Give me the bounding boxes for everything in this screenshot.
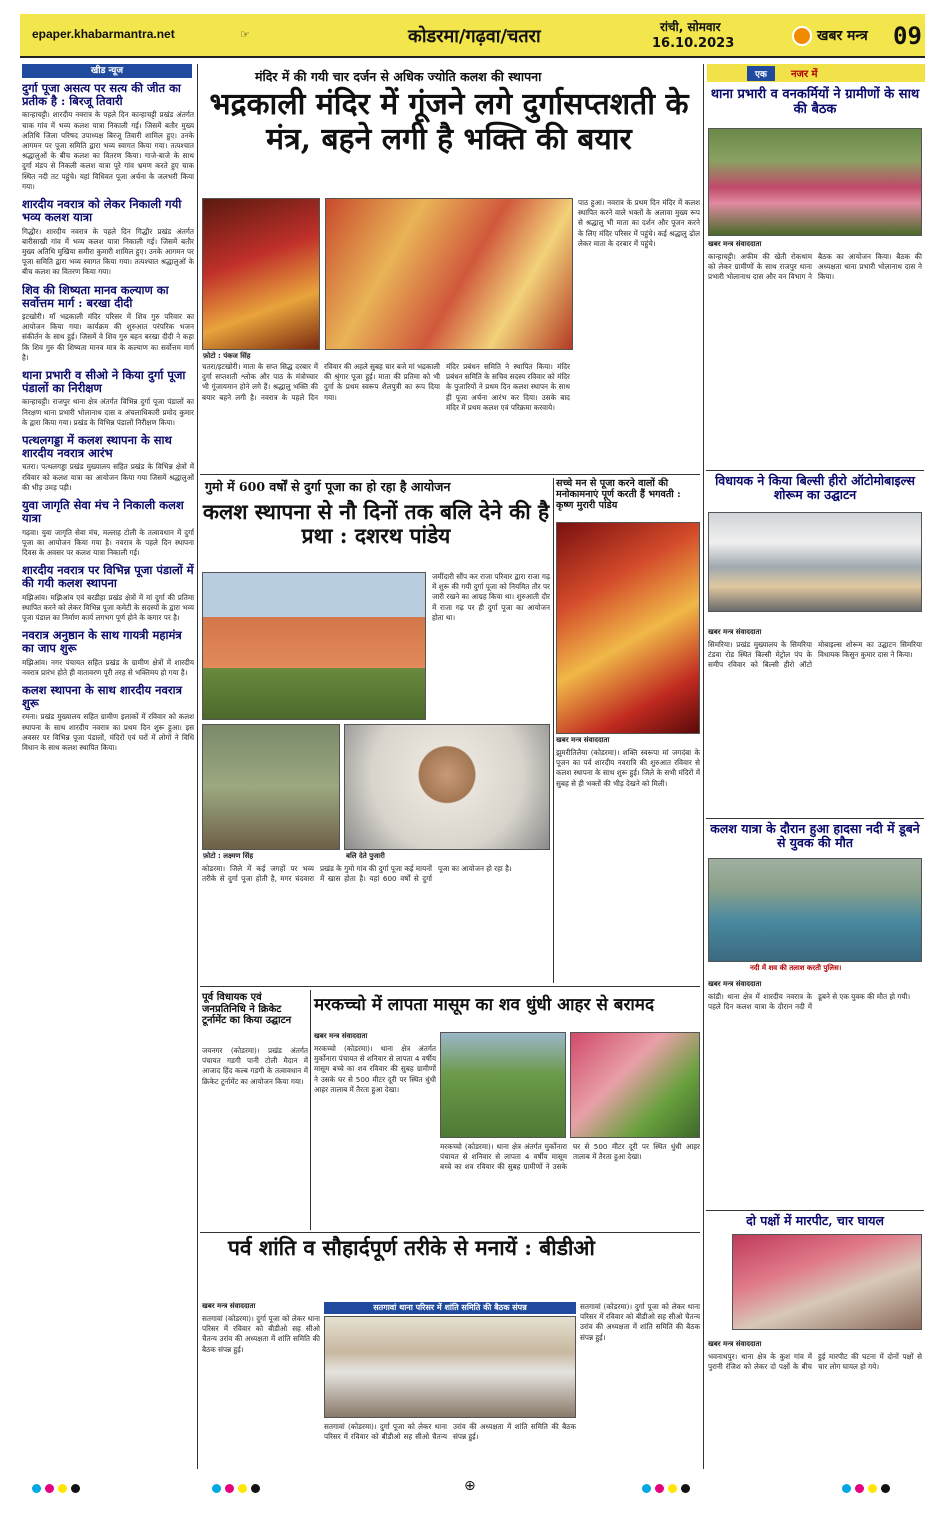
left-news-head: शिव की शिष्यता मानव कल्याण का सर्वोत्तम मार्ग : बरखा दीदी [22,282,169,310]
krishna-kicker: सच्चे मन से पूजा करने वालों की मनोकामनाएं पूर्ण करती हैं भगवती : कृष्ण मुरारी पांडेय [556,478,681,512]
top-story-body-c: पाठ हुआ। नवरात्र के प्रथम दिन मंदिर में कलश स्थापित करने वाले भक्तों के अलावा मुख्य रूप से श्रद्धालु भी माता का दर्शन और पूजन करने के लिए मंदिर परिसर में पहुंचे। कई श्रद्धालु ढोल लेकर माता के दरबार में पहुंचे। [578,198,700,248]
left-column-tag: खीड न्यूज [22,64,192,78]
dashrath-photo-caption: बलि देते पुजारी [346,852,385,860]
dashrath-headline: कलश स्थापना से नौ दिनों तक बलि देने की है प्रथा : दशरथ पांडेय [202,499,550,549]
left-news-body: रमना। प्रखंड मुख्यालय सहित ग्रामीण इलाकों में रविवार को कलश स्थापना के साथ शारदीय नवरात्र का प्रथम दिन शुरू हुआ। इस अवसर पर विभिन्न पूजा पंडालों, मंदिरों एवं घरों में लोगों ने विधि विधान के साथ कलश स्थापित किया। [22,712,194,753]
left-news-item [22,564,194,623]
dashrath-body-b: जमींदारी सौंप कर राजा परिवार द्वारा राजा गढ़ में शुरू की गयी दुर्गा पूजा को नियमित तौर पर जारी रखने का आग्रह किया था। शुरुआती दौर में राजा गढ़ पर ही दुर्गा पूजा का आयोजन होता था। [432,572,550,622]
left-news-item [22,629,194,678]
dashrath-kicker: गुमो में 600 वर्षों से दुर्गा पूजा का हो रहा है आयोजन [205,479,451,494]
ground-photo [202,724,340,850]
tag-label: एक [747,66,775,81]
color-registration-centre-right [640,1478,692,1494]
left-news-body: इटखोरी। माँ भद्रकाली मंदिर परिसर में शिव गुरु परिवार का आयोजन किया गया। कार्यक्रम की शुरुआत परंपरिक भजन संकीर्तन के साथ हुई। जिसमें वे शिव गुरु बहन बरखा दीदी ने कहा कि शिव गुरु की शिष्यता मानव मात्र के कल्याण का सर्वोत्तम मार्ग है। [22,311,194,362]
masthead [20,14,925,58]
section-title: कोडरमा/गढ़वा/चतरा [408,26,541,47]
mourning-photo [570,1032,700,1138]
color-registration-centre-left [210,1478,262,1494]
river-search-photo [708,858,922,962]
left-news-body: चतरा। पत्थलगड्डा प्रखंड मुख्यालय सहित प्रखंड के विभिन्न क्षेत्रों में रविवार को कलश यात्रा का आयोजन किया गया जिसमें श्रद्धालुओं की भीड़ उमड़ पड़ी। [22,462,194,492]
cricket-body: जयनगर (कोडरमा)। प्रखंड अंतर्गत पंचायत गडगी पानी टोली मैदान में आजाद हिंद कल्ब गडगी के तत्वावधान में क्रिकेट टूर्नामेंट का आयोजन किया गया। [202,1046,308,1086]
edition-date: 16.10.2023 [652,36,735,51]
left-news-item [22,369,194,428]
color-registration-left [30,1478,82,1494]
tag-title: नजर में [791,69,818,80]
left-news-item [22,684,194,753]
bdo-headline: पर्व शांति व सौहार्दपूर्ण तरीके से मनायें : बीडीओ [228,1235,595,1260]
bdo-caption: सतगावां थाना परिसर में शांति समिति की बैठक संपन्न [324,1302,576,1314]
markacho-credit: खबर मन्त्र संवाददाता [314,1032,368,1040]
right-item-0-head: थाना प्रभारी व वनकर्मियों ने ग्रामीणों के साथ की बैठक [710,87,920,117]
left-news-body: गिद्धौर। शारदीय नवरात्र के पहले दिन गिद्धौर प्रखंड अंतर्गत बारीसाखी गांव में भव्य कलश यात्रा निकाली गई। जिसमें बतौर मुख्य अतिथि मुखिया समीरा कुमारी शामिल हुए। उनके आगमन पर पूजा समिति द्वारा भव्य स्वागत किया गया। तत्पश्चात श्रद्धालुओं के बीच कलश का वितरण किया गया। [22,226,194,277]
bdo-body-cont: सतगावां (कोडरमा)। दुर्गा पूजा को लेकर थाना परिसर में रविवार को बीडीओ सह सीओ चैतन्य उरांव की अध्यक्षता में शांति समिति की बैठक संपन्न हुई। [324,1422,576,1442]
left-news-head: युवा जागृति सेवा मंच ने निकाली कलश यात्रा [22,498,184,526]
top-story-kicker: मंदिर में की गयी चार दर्जन से अधिक ज्योति कलश की स्थापना [255,69,542,84]
left-news-item [22,198,194,277]
right-item-3-credit: खबर मन्त्र संवाददाता [708,1340,762,1348]
right-item-1-body: सिमरिया। प्रखंड मुख्यालय के सिमरिया टंडवा रोड स्थित बिल्सी मेट्रोल पंप के समीप रविवार को बिल्सी हीरो ऑटो मोबाइल्स शोरूम का उद्घाटन सिमरिया विधायक किसुन कुमार दास ने किया। [708,640,922,670]
right-item-2-head: कलश यात्रा के दौरान हुआ हादसा नदी में डूबने से युवक की मौत [710,821,920,851]
markacho-body-cont: मरकच्चो (कोडरमा)। थाना क्षेत्र अंतर्गत मुर्कोनारा पंचायत से शनिवार से लापता 4 वर्षीय मासूम बच्चे का शव रविवार की सुबह ग्रामीणों ने उसके घर से 500 मीटर दूरी पर स्थित धुंधी आहर तालाब में तैरता हुआ देखा। [440,1142,700,1172]
bdo-credit: खबर मन्त्र संवाददाता [202,1302,256,1310]
markacho-body: मरकच्चो (कोडरमा)। थाना क्षेत्र अंतर्गत मुर्कोनारा पंचायत से शनिवार से लापता 4 वर्षीय मासूम बच्चे का शव रविवार की सुबह ग्रामीणों ने उसके घर से 500 मीटर दूरी पर स्थित धुंधी आहर तालाब में तैरता हुआ देखा। [314,1044,436,1094]
right-item-0-body: कान्हाचट्टी। अफीम की खेती रोकथाम को लेकर ग्रामीणों के साथ राजपुर थाना प्रभारी भोलानाथ दास और वन विभाग ने बैठक का आयोजन किया। बैठक की अध्यक्षता थाना प्रभारी भोलानाथ दास ने किया। [708,252,922,282]
registration-crosshair-icon: ⊕ [464,1478,476,1494]
bdo-body-right: सतगावां (कोडरमा)। दुर्गा पूजा को लेकर थाना परिसर में रविवार को बीडीओ सह सीओ चैतन्य उरांव की अध्यक्षता में शांति समिति की बैठक संपन्न हुई। [580,1302,700,1342]
left-news-item [22,434,194,493]
left-news-head: नवरात्र अनुष्ठान के साथ गायत्री महामंत्र का जाप शुरू [22,628,182,656]
column-divider [197,64,198,1469]
top-story-headline: भद्रकाली मंदिर में गूंजने लगे दुर्गासप्तशती के मंत्र, बहने लगी है भक्ति की बयार [209,87,689,157]
right-item-0-credit: खबर मन्त्र संवाददाता [708,240,762,248]
left-news-head: कलश स्थापना के साथ शारदीय नवरात्र शुरू [22,683,182,711]
goddess-photo [202,198,320,350]
left-news-column [22,82,194,1472]
cricket-headline: पूर्व विधायक एवं जनप्रतिनिधि ने क्रिकेट टूर्नामेंट का किया उद्घाटन [202,992,292,1026]
right-item-2-credit: खबर मन्त्र संवाददाता [708,980,762,988]
meeting-photo [324,1316,576,1418]
site-url[interactable]: epaper.khabarmantra.net [32,27,175,41]
brand-logo: खबर मन्त्र [817,28,868,44]
krishna-body: झुमरीतिलैया (कोडरमा)। शक्ति स्वरूपा मां जगदंबा के पूजन का पर्व शारदीय नवरात्रि की शुरुआत रविवार से कलश स्थापना के साथ शुरू हुई। जिले के सभी मंदिरों में सुबह से ही भक्तों की भीड़ देखने को मिली। [556,748,700,788]
right-item-2-caption: नदी में शव की तलाश करती पुलिस। [750,964,842,972]
kalash-photo [325,198,573,350]
injured-photo [732,1234,922,1330]
left-news-head: पत्थलगड्डा में कलश स्थापना के साथ शारदीय नवरात्र आरंभ [22,433,172,461]
edition-place: रांची, सोमवार [660,20,721,34]
temple-photo [202,572,426,720]
markacho-headline: मरकच्चो में लापता मासूम का शव धुंधी आहर से बरामद [314,995,655,1015]
dashrath-credit: फ़ोटो : लक्ष्मण सिंह [203,852,254,860]
left-news-item [22,82,194,192]
right-item-1-head: विधायक ने किया बिल्सी हीरो ऑटोमोबाइल्स शोरूम का उद्घाटन [715,473,915,503]
right-column-tag [707,64,925,82]
top-story-body-b: मंदिर प्रबंधन समिति ने स्थापित किया। मंदिर प्रबंधन समिति के सचिव सदस्य रविवार को मंदिर के पुजारियों ने प्रथम दिन कलश स्थापन के साथ ही पूजा अर्चना आरंभ कर दिया। उसके बाद मंदिर में प्रथम कलश एवं परिक्रमा करवाये। [446,362,570,412]
left-news-head: दुर्गा पूजा असत्य पर सत्य की जीत का प्रतीक है : बिरजू तिवारी [22,82,181,109]
left-news-body: गढ़वा। युवा जागृति सेवा मंच, मल्लाह टोली के तत्वावधान में दुर्गा पूजा का आयोजन किया गया है। नवरात्र के पहले दिन स्थापना दिवस के अवसर पर कलश यात्रा निकाली गई। [22,527,194,557]
left-news-body: मझिआंव। नगर पंचायत सहित प्रखंड के ग्रामीण क्षेत्रों में शारदीय नवरात्र प्रारंभ होते ही वातावरण पूरी तरह से भक्तिमय हो गया है। [22,657,194,677]
page-number: 09 [893,22,922,50]
top-story-body-a: चतरा/इटखोरी। माता के सप्त सिद्ध दरबार में दुर्गा सप्तशती श्लोक और पाठ के मंत्रोच्चार भी गूंजायमान होने लगे हैं। श्रद्धालु भक्ति की बयार बहने लगी है। नवरात्र के पहले दिन रविवार की अहले सुबह चार बजे मां भद्रकाली की श्रृंगार पूजा हुई। माता की प्रतिमा को भी दुर्गा के प्रथम स्वरूप शैलपुत्री का रूप दिया गया। [202,362,440,402]
color-registration-right [840,1478,892,1494]
left-news-head: शारदीय नवरात्र को लेकर निकाली गयी भव्य कलश यात्रा [22,197,182,225]
priest-photo [344,724,550,850]
dashrath-body-a: कोडरमा। जिले में कई जगहों पर भव्य तरीके से दुर्गा पूजा होती है, मगर चंदवारा प्रखंड के गुमो गांव की दुर्गा पूजा कई मायनों में खास होता है। यहां 600 वर्षों से दुर्गा पूजा का आयोजन हो रहा है। [202,864,512,884]
right-item-3-head: दो पक्षों में मारपीट, चार घायल [746,1213,884,1228]
left-news-body: मझिआंव। मझिआंव एवं बरडीहा प्रखंड क्षेत्रों में मां दुर्गा की प्रतिमा स्थापित करने को लेकर विभिन्न पूजा कमेटी के सदस्यों के द्वारा भव्य पूजा पंडाल का निर्माण कार्य लगभग पूर्ण होने के कगार पर है। [22,592,194,622]
left-news-body: कान्हाचट्टी। शारदीय नवरात्र के पहले दिन कान्हाचट्टी प्रखंड अंतर्गत चाक गांव में भव्य कलश यात्रा निकाली गई। जिसमें बतौर मुख्य अतिथि जिला परिषद उपाध्यक्ष बिरजू तिवारी शामिल हुए। उनके आगमन पर पूजा समिति द्वारा भव्य स्वागत किया गया। तत्पश्चात श्रद्धालुओं के बीच कलश का वितरण किया। गाजे-बाजे के साथ दुर्गा मंडप से निकली कलश यात्रा पूरे गांव भ्रमण करते हुए चाक स्थित नदी तट पहुंचे। यहां विधिवत पूजा अर्चना के जलभरी किया गया। [22,110,194,191]
right-item-3-body: भवनाथपुर। थाना क्षेत्र के कुश गांव में पुरानी रंजिश को लेकर दो पक्षों के बीच हुई मारपीट की घटना में दोनों पक्षों से चार लोग घायल हो गये। [708,1352,922,1372]
krishna-credit: खबर मन्त्र संवाददाता [556,736,610,744]
village-meeting-photo [708,128,922,236]
left-news-head: थाना प्रभारी व सीओ ने किया दुर्गा पूजा पंडालों का निरीक्षण [22,367,186,396]
durga-idol-photo [556,522,700,734]
left-news-body: कान्हाचट्टी। राजपुर थाना क्षेत्र अंतर्गत विभिन्न दुर्गा पूजा पंडालों का निरक्षण थाना प्रभारी भोलानाथ दास व अंचलाधिकारी प्रमोद कुमार के द्वारा किया गया। प्रखंड के विभिन्न पंडालों निरीक्षण किया। [22,397,194,427]
pond-photo [440,1032,566,1138]
left-news-head: शारदीय नवरात्र पर विभिन्न पूजा पंडालों में की गयी कलश स्थापना [22,563,194,591]
logo-icon [792,26,812,46]
right-item-2-body: कांडी। थाना क्षेत्र में शारदीय नवरात्र के पहले दिन कलश यात्रा के दौरान नदी में डूबने से एक युवक की मौत हो गयी। [708,992,911,1012]
cursor-icon: ☞ [240,28,250,41]
photo-credit: फ़ोटो : पंकज सिंह [203,352,251,360]
left-news-item [22,284,194,363]
left-news-item [22,499,194,558]
right-item-1-credit: खबर मन्त्र संवाददाता [708,628,762,636]
column-divider-right [703,64,704,1469]
showroom-photo [708,512,922,612]
bdo-body: सतगावां (कोडरमा)। दुर्गा पूजा को लेकर थाना परिसर में रविवार को बीडीओ सह सीओ चैतन्य उरांव की अध्यक्षता में शांति समिति की बैठक संपन्न हुई। [202,1314,320,1354]
